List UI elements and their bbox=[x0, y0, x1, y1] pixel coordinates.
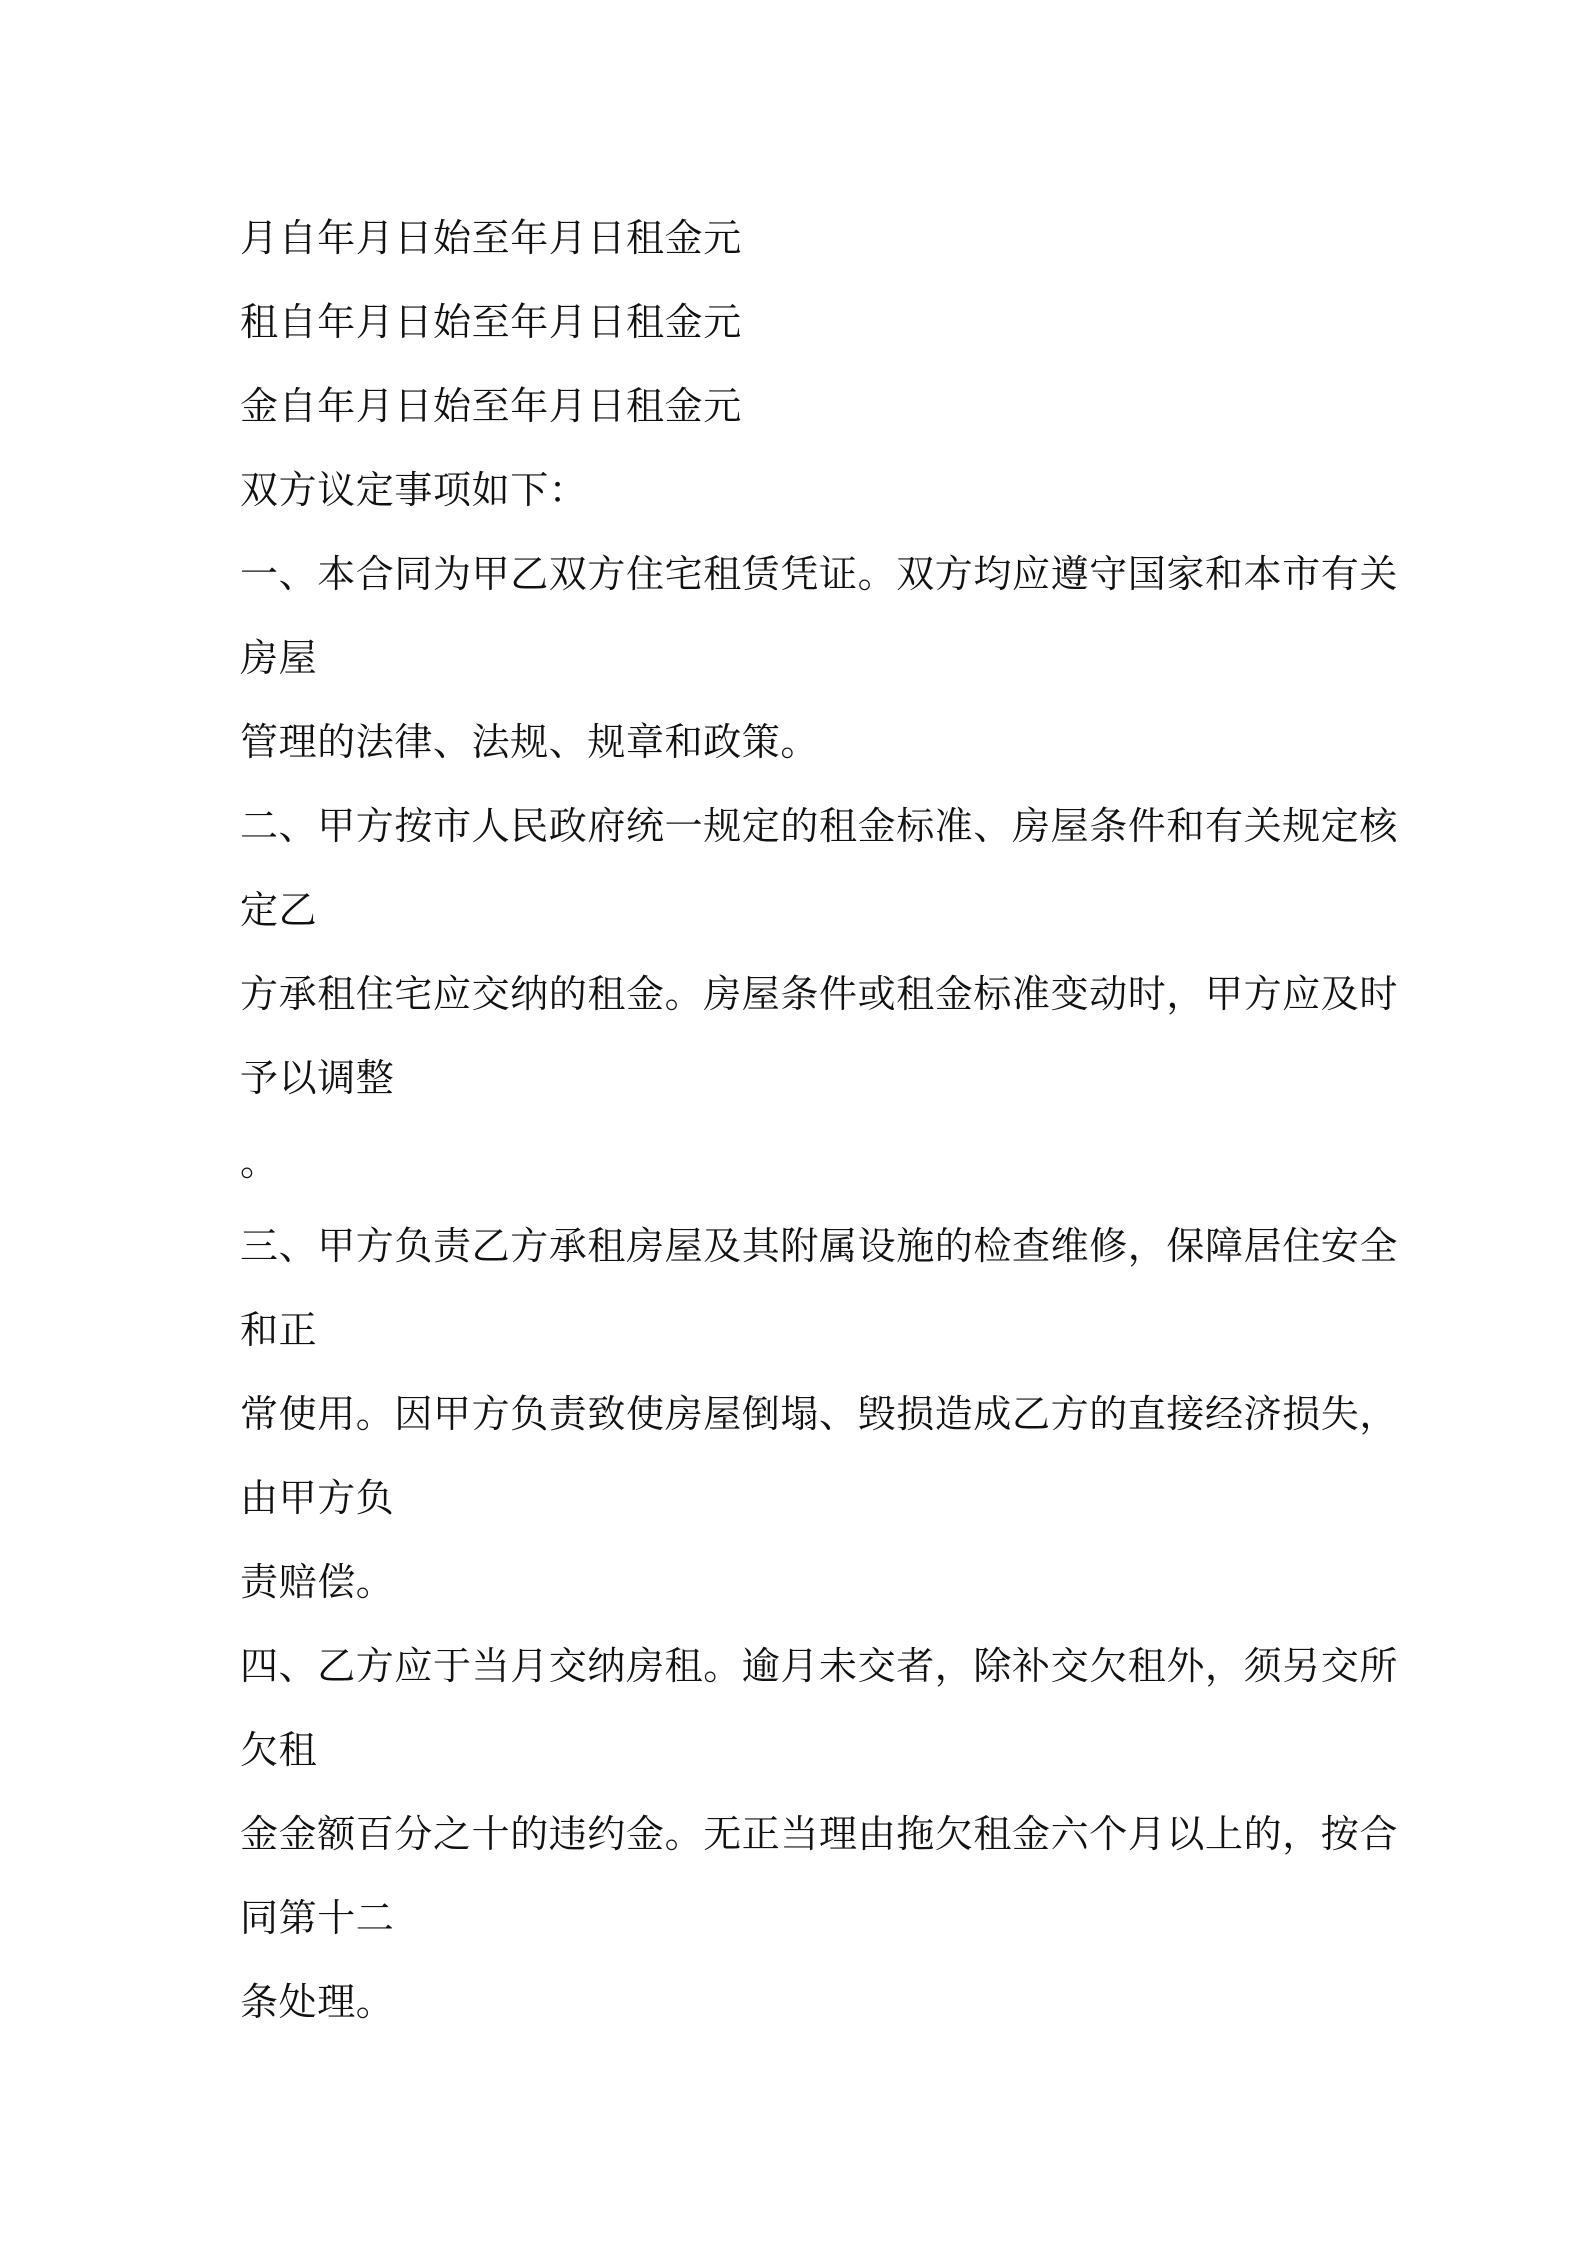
text-line: 月自年月日始至年月日租金元 bbox=[240, 216, 742, 260]
text-line: 和正 bbox=[240, 1308, 318, 1352]
text-line: 金自年月日始至年月日租金元 bbox=[240, 384, 742, 428]
document-body bbox=[240, 196, 1399, 2044]
text-line: 双方议定事项如下： bbox=[240, 468, 588, 512]
text-line: 一、本合同为甲乙双方住宅租赁凭证。双方均应遵守国家和本市有关 bbox=[240, 552, 1399, 596]
text-line: 金金额百分之十的违约金。无正当理由拖欠租金六个月以上的，按合 bbox=[240, 1812, 1399, 1856]
text-line: 租自年月日始至年月日租金元 bbox=[240, 300, 742, 344]
text-line: 欠租 bbox=[240, 1728, 318, 1772]
text-line: 四、乙方应于当月交纳房租。逾月未交者，除补交欠租外，须另交所 bbox=[240, 1644, 1399, 1688]
text-line: 。 bbox=[240, 1140, 279, 1184]
text-line: 三、甲方负责乙方承租房屋及其附属设施的检查维修，保障居住安全 bbox=[240, 1224, 1399, 1268]
text-line: 同第十二 bbox=[240, 1896, 395, 1940]
text-line: 管理的法律、法规、规章和政策。 bbox=[240, 720, 820, 764]
text-line: 责赔偿。 bbox=[240, 1560, 395, 1604]
text-line: 方承租住宅应交纳的租金。房屋条件或租金标准变动时，甲方应及时 bbox=[240, 972, 1399, 1016]
text-line: 房屋 bbox=[240, 636, 318, 680]
text-line: 予以调整 bbox=[240, 1056, 395, 1100]
text-line: 条处理。 bbox=[240, 1980, 395, 2024]
text-line: 定乙 bbox=[240, 888, 318, 932]
text-line: 由甲方负 bbox=[240, 1476, 395, 1520]
text-line: 常使用。因甲方负责致使房屋倒塌、毁损造成乙方的直接经济损失， bbox=[240, 1392, 1399, 1436]
text-line: 二、甲方按市人民政府统一规定的租金标准、房屋条件和有关规定核 bbox=[240, 804, 1399, 848]
